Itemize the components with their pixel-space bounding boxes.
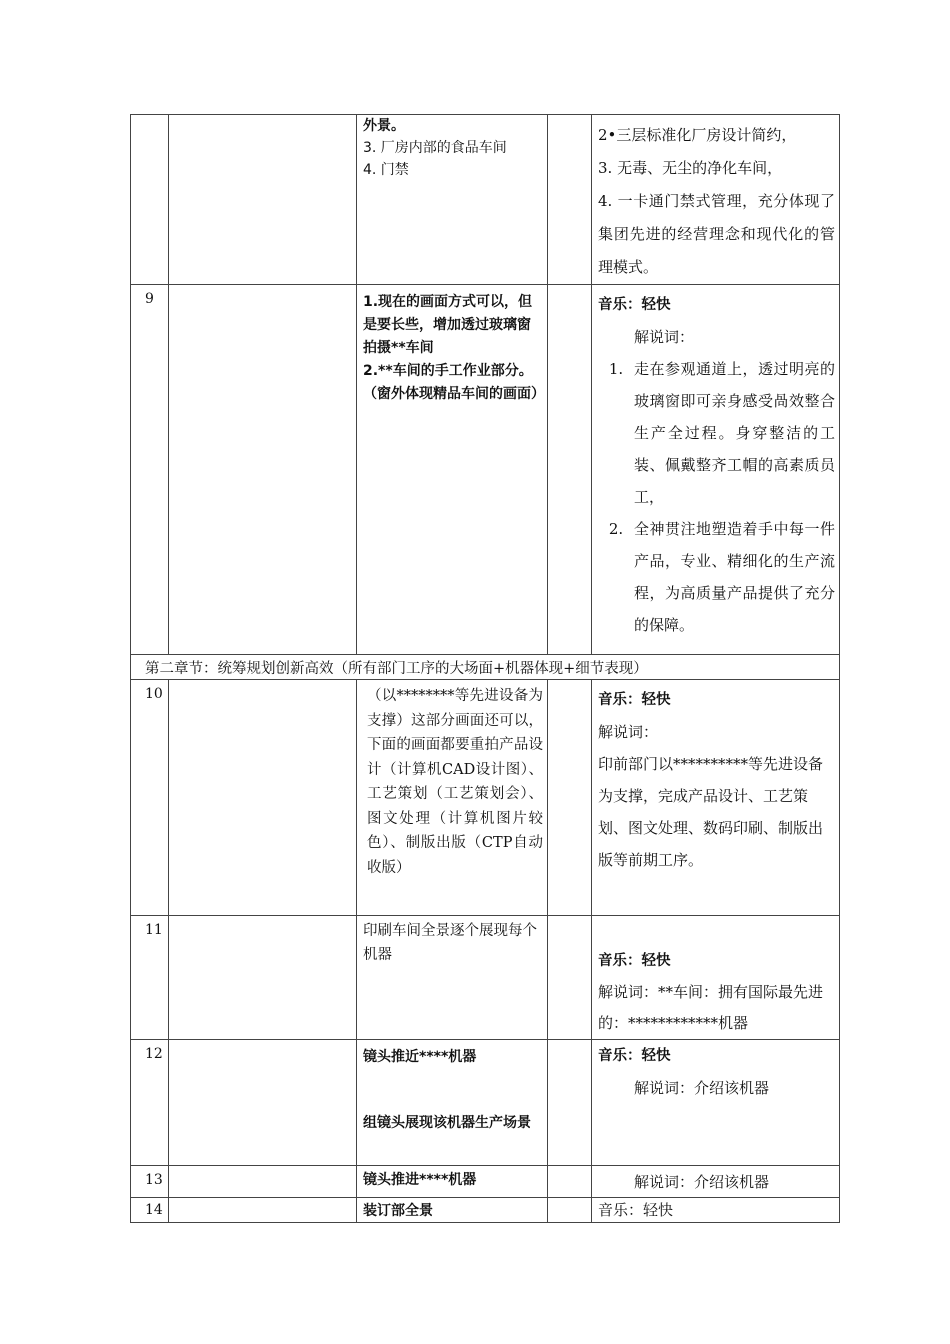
audio-cell [592, 285, 840, 655]
empty-cell [169, 115, 357, 285]
table-row [131, 1198, 840, 1223]
audio-line: 3. 无毒、无尘的净化车间， [598, 159, 783, 177]
music-label: 音乐：轻快 [598, 1048, 671, 1064]
table-row [131, 1166, 840, 1198]
video-cell: （以********等先进设备为支撑）这部分画面还可以，下面的画面都要重拍产品设计（计算机CAD设计图）、工艺策划（工艺策划会）、图文处理（计算机图片较色）、制版出版（CTP自动收版） [357, 680, 548, 916]
audio-line: 2•三层标准化厂房设计简约， [598, 126, 797, 144]
list-text: 走在参观通道上，透过明亮的玻璃窗即可亲身感受咼效整合生产全过程。身穿整洁的工装、佩戴整齐工帽的高素质员工， [634, 360, 835, 506]
audio-cell [592, 916, 840, 1040]
list-text: 全神贯注地塑造着手中每一件产品，专业、精细化的生产流程，为高质量产品提供了充分的保障。 [634, 520, 835, 634]
empty-cell [169, 1166, 357, 1198]
music-label: 音乐：轻快 [598, 953, 671, 969]
video-line: 组镜头展现该机器生产场景 [363, 1115, 531, 1131]
music-label: 音乐：轻快 [598, 297, 671, 313]
audio-cell: 解说词：介绍该机器 [592, 1166, 840, 1198]
empty-cell [169, 285, 357, 655]
list-number: 2. [608, 520, 624, 538]
table-row [131, 680, 840, 916]
audio-cell [592, 680, 840, 916]
table-row [131, 1040, 840, 1166]
video-cell [357, 1040, 548, 1166]
empty-cell [169, 916, 357, 1040]
table-row [131, 916, 840, 1040]
list-item [598, 353, 835, 513]
narration-label: 解说词： [634, 328, 695, 346]
video-line: 镜头推近****机器 [363, 1049, 477, 1065]
number-cell [131, 115, 169, 285]
script-table [130, 114, 840, 1223]
video-line: 1.现在的画面方式可以，但是要长些，增加透过玻璃窗拍摄**车间 [363, 294, 533, 356]
video-line: 3. 厂房内部的食品车间 [363, 140, 507, 156]
video-cell [357, 285, 548, 655]
list-number: 1. [608, 360, 624, 378]
empty-cell [548, 1040, 592, 1166]
audio-cell [592, 1040, 840, 1166]
row-number: 10 [131, 680, 169, 916]
table-row [131, 285, 840, 655]
empty-cell [169, 680, 357, 916]
video-line: 2.**车间的手工作业部分。（窗外体现精品车间的画面） [363, 363, 545, 402]
audio-cell [592, 115, 840, 285]
row-number: 11 [131, 916, 169, 1040]
table-row [131, 655, 840, 680]
video-cell [357, 115, 548, 285]
narration-label: 解说词： [598, 723, 659, 741]
audio-line: 4. 一卡通门禁式管理，充分体现了集团先进的经营理念和现代化的管理模式。 [598, 192, 835, 276]
empty-cell [169, 1040, 357, 1166]
video-line: 4. 门禁 [363, 162, 409, 178]
music-label: 音乐：轻快 [598, 692, 671, 708]
row-number: 9 [131, 285, 169, 655]
empty-cell [548, 1166, 592, 1198]
list-item [598, 513, 835, 641]
video-line: 外景。 [363, 118, 405, 134]
empty-cell [548, 680, 592, 916]
row-number: 13 [131, 1166, 169, 1198]
empty-cell [548, 1198, 592, 1223]
empty-cell [548, 285, 592, 655]
audio-cell: 音乐：轻快 [592, 1198, 840, 1223]
narration-text: 解说词：介绍该机器 [634, 1079, 770, 1097]
empty-cell [548, 115, 592, 285]
narration-text: 印前部门以**********等先进设备为支撑，完成产品设计、工艺策划、图文处理、数码印刷、制版出版等前期工序。 [598, 755, 824, 869]
spacer [363, 1068, 543, 1112]
video-cell: 印刷车间全景逐个展现每个机器 [357, 916, 548, 1040]
narration-text: 解说词：**车间：拥有国际最先进的：************机器 [598, 983, 824, 1032]
table-row [131, 115, 840, 285]
empty-cell [169, 1198, 357, 1223]
video-cell: 镜头推进****机器 [357, 1166, 548, 1198]
empty-cell [548, 916, 592, 1040]
chapter-heading: 第二章节：统筹规划创新高效（所有部门工序的大场面+机器体现+细节表现） [131, 655, 840, 680]
video-cell: 装订部全景 [357, 1198, 548, 1223]
row-number: 14 [131, 1198, 169, 1223]
row-number: 12 [131, 1040, 169, 1166]
